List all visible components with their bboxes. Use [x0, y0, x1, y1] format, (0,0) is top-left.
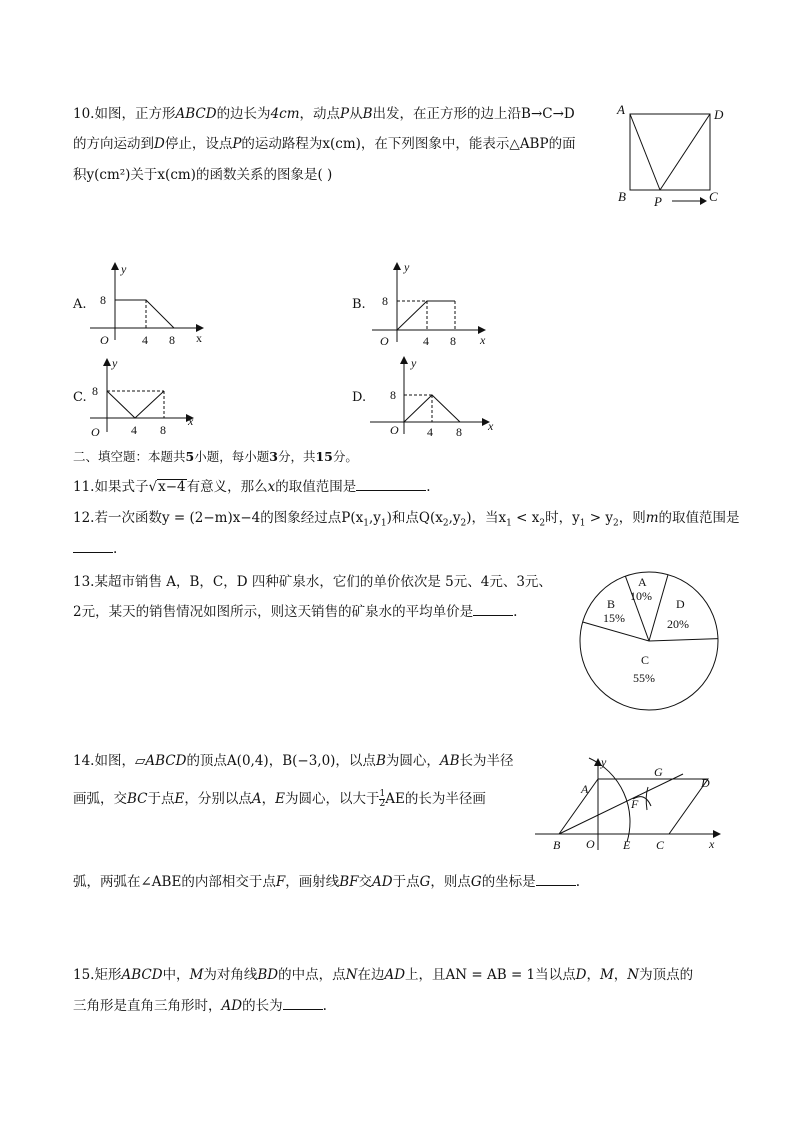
option-a-graph[interactable]	[88, 258, 218, 348]
svg-text:F: F	[631, 797, 639, 811]
option-c-graph[interactable]	[88, 354, 208, 440]
pie-label-d: D	[676, 597, 685, 611]
graph-line	[107, 391, 164, 418]
svg-text:B: B	[553, 838, 561, 852]
q12-answer-blank[interactable]	[73, 540, 113, 553]
q14-answer-blank[interactable]	[536, 873, 576, 886]
pie-pct-c: 55%	[633, 671, 655, 685]
svg-text:C: C	[656, 838, 665, 852]
q14-parallelogram-figure	[533, 754, 728, 856]
svg-text:x: x	[480, 333, 486, 347]
svg-text:4: 4	[131, 423, 137, 437]
svg-text:O: O	[586, 837, 595, 851]
svg-text:O: O	[91, 425, 100, 439]
svg-text:G: G	[654, 765, 663, 779]
svg-text:x: x	[709, 837, 715, 851]
svg-text:4: 4	[423, 334, 429, 348]
q10-line-2: 的方向运动到D停止，设点P的运动路程为x(cm)，在下列图象中，能表示△ABP的面	[73, 136, 576, 152]
svg-text:O: O	[380, 334, 389, 348]
q14-line-3: 弧，两弧在∠ABE的内部相交于点F，画射线BF交AD于点G，则点G的坐标是 .	[73, 874, 580, 890]
label-a: A	[617, 102, 625, 117]
q13-line-1: 13.某超市销售 A，B，C，D 四种矿泉水，它们的单价依次是 5元、4元、3元、	[73, 574, 552, 590]
svg-text:8: 8	[382, 294, 388, 308]
label-b: B	[618, 189, 626, 204]
q13-pie-chart	[578, 566, 723, 716]
svg-text:D: D	[701, 776, 710, 790]
pie-label-c: C	[641, 653, 650, 667]
pie-pct-d: 20%	[667, 617, 689, 631]
segment-pd	[660, 114, 710, 190]
pie-pct-b: 15%	[603, 611, 625, 625]
q14-line-1: 14.如图，▱ABCD的顶点A(0,4)，B(−3,0)，以点B为圆心，AB长为半径	[73, 753, 514, 769]
q13-line-2: 2元，某天的销售情况如图所示，则这天销售的矿泉水的平均单价是 .	[73, 604, 518, 620]
small-arc-2	[646, 787, 648, 810]
svg-text:y: y	[404, 260, 410, 274]
q15-line-2: 三角形是直角三角形时，AD的长为 .	[73, 998, 327, 1014]
section-2-heading: 二、填空题：本题共5小题，每小题3分，共15分。	[73, 449, 358, 464]
option-c-label[interactable]: C.	[73, 390, 87, 405]
svg-text:A: A	[581, 782, 589, 796]
segment-ap	[630, 114, 660, 190]
q12-line-1: 12.若一次函数y = (2−m)x−4的图象经过点$P(x_1,y_1)$和点$Q(x_2,y_2)$，当$x_1 < x_2$时，$y_1 > y_2$，则m的取值范围是	[73, 510, 740, 529]
q11-answer-blank[interactable]	[356, 478, 426, 491]
svg-text:8: 8	[390, 388, 396, 402]
svg-text:y: y	[601, 755, 607, 769]
svg-text:y: y	[411, 356, 417, 370]
option-b-graph[interactable]	[370, 258, 500, 348]
svg-text:8: 8	[92, 384, 98, 398]
option-b-label[interactable]: B.	[352, 297, 366, 312]
svg-text:8: 8	[450, 334, 456, 348]
pie-pct-a: 10%	[630, 589, 652, 603]
svg-text:x: x	[196, 331, 202, 345]
svg-text:x: x	[488, 419, 494, 433]
svg-text:4: 4	[142, 333, 148, 347]
svg-text:O: O	[390, 423, 399, 437]
svg-text:8: 8	[160, 423, 166, 437]
option-d-label[interactable]: D.	[352, 390, 367, 405]
graph-line	[115, 300, 174, 328]
half-fraction: $\frac{1}{2}$	[379, 789, 386, 809]
option-d-graph[interactable]	[368, 352, 498, 440]
label-c: C	[709, 189, 718, 204]
svg-text:8: 8	[100, 293, 106, 307]
ray-bf	[559, 774, 683, 834]
q14-line-2: 画弧，交BC于点E，分别以点A，E为圆心，以大于 $\frac{1}{2}$ AE的长为半径画	[73, 789, 486, 809]
q11-line: 11.如果式子√x−4有意义，那么x的取值范围是 .	[73, 479, 431, 495]
square-abcd	[630, 114, 710, 190]
svg-text:y: y	[112, 356, 118, 370]
svg-text:y: y	[121, 262, 127, 276]
svg-text:8: 8	[456, 425, 462, 439]
q13-answer-blank[interactable]	[473, 603, 513, 616]
svg-text:O: O	[100, 333, 109, 347]
q10-square-figure	[610, 100, 735, 212]
arc-from-b	[589, 758, 630, 842]
q15-line-1: 15.矩形ABCD中，M为对角线BD的中点，点N在边AD上，且AN = AB = 1当以点D，M，N为顶点的	[73, 967, 694, 983]
pie-label-b: B	[607, 597, 616, 611]
q15-answer-blank[interactable]	[283, 997, 323, 1010]
arrow-head	[700, 197, 707, 205]
svg-text:x: x	[188, 414, 194, 428]
q12-line-2: .	[73, 540, 117, 558]
svg-text:4: 4	[427, 425, 433, 439]
graph-line	[397, 301, 455, 330]
label-d: D	[714, 107, 724, 122]
pie-label-a: A	[638, 575, 647, 589]
q10-line-1: 10.如图，正方形ABCD的边长为4cm，动点P从B出发，在正方形的边上沿B→C→D	[73, 106, 575, 122]
q10-line-3: 积y(cm²)关于x(cm)的函数关系的图象是( )	[73, 167, 333, 183]
svg-text:E: E	[623, 838, 631, 852]
option-a-label[interactable]: A.	[73, 297, 87, 312]
label-p: P	[654, 194, 662, 209]
svg-text:8: 8	[169, 333, 175, 347]
